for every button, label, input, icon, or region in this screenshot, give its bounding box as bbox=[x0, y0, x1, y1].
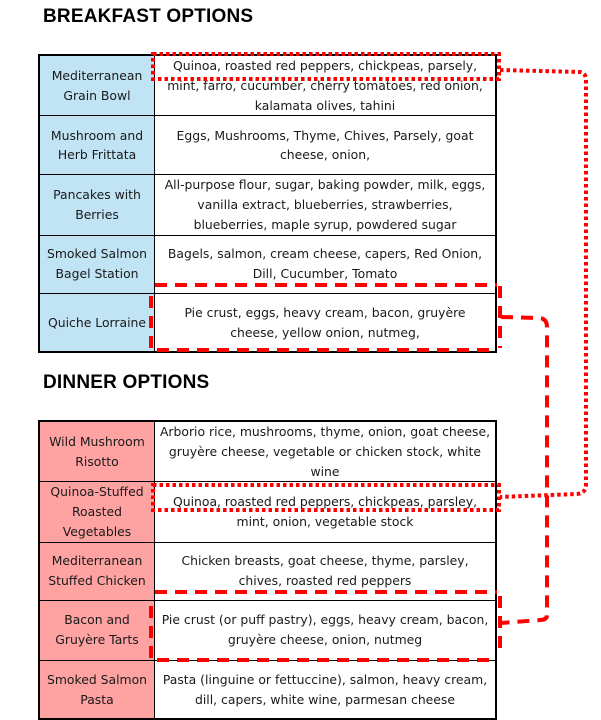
dish-name: Smoked Salmon Bagel Station bbox=[39, 235, 155, 293]
ingredients-cell: Arborio rice, mushrooms, thyme, onion, goat cheese, gruyère cheese, vegetable or chicken stock, white wine bbox=[155, 421, 497, 482]
dotted-connector-line bbox=[500, 70, 586, 497]
table-row bbox=[39, 421, 496, 482]
dish-name: Bacon and Gruyère Tarts bbox=[39, 600, 155, 660]
dish-name: Quinoa-Stuffed Roasted Vegetables bbox=[39, 482, 155, 542]
dashed-connector-line bbox=[501, 317, 547, 623]
table-row bbox=[39, 55, 496, 116]
dinner-table bbox=[38, 420, 497, 720]
ingredients-cell: All-purpose flour, sugar, baking powder, milk, eggs, vanilla extract, blueberries, strawberries, blueberries, maple syrup, powdered sugar bbox=[155, 175, 497, 235]
table-row bbox=[39, 293, 496, 352]
ingredients-cell: Pasta (linguine or fettuccine), salmon, heavy cream, dill, capers, white wine, parmesan cheese bbox=[155, 660, 497, 719]
ingredients-cell: Quinoa, roasted red peppers, chickpeas, parsely, mint, farro, cucumber, cherry tomatoes, red onion, kalamata olives, tahini bbox=[155, 55, 497, 116]
ingredients-cell: Bagels, salmon, cream cheese, capers, Red Onion, Dill, Cucumber, Tomato bbox=[155, 235, 497, 293]
table-row bbox=[39, 482, 496, 542]
ingredients-cell: Eggs, Mushrooms, Thyme, Chives, Parsely, goat cheese, onion, bbox=[155, 116, 497, 175]
table-row bbox=[39, 600, 496, 660]
table-row bbox=[39, 660, 496, 719]
breakfast-table bbox=[38, 54, 497, 353]
dish-name: Wild Mushroom Risotto bbox=[39, 421, 155, 482]
dish-name: Mushroom and Herb Frittata bbox=[39, 116, 155, 175]
ingredients-cell: Chicken breasts, goat cheese, thyme, parsley, chives, roasted red peppers bbox=[155, 542, 497, 600]
table-row bbox=[39, 175, 496, 235]
dinner-section-title: DINNER OPTIONS bbox=[43, 372, 210, 393]
ingredients-cell: Pie crust, eggs, heavy cream, bacon, gruyère cheese, yellow onion, nutmeg, bbox=[155, 293, 497, 352]
dish-name: Smoked Salmon Pasta bbox=[39, 660, 155, 719]
ingredients-cell: Quinoa, roasted red peppers, chickpeas, parsley, mint, onion, vegetable stock bbox=[155, 482, 497, 542]
ingredients-cell: Pie crust (or puff pastry), eggs, heavy cream, bacon, gruyère cheese, onion, nutmeg bbox=[155, 600, 497, 660]
table-row bbox=[39, 235, 496, 293]
table-row bbox=[39, 116, 496, 175]
dish-name: Pancakes with Berries bbox=[39, 175, 155, 235]
dish-name: Mediterranean Grain Bowl bbox=[39, 55, 155, 116]
dish-name: Quiche Lorraine bbox=[39, 293, 155, 352]
table-row bbox=[39, 542, 496, 600]
breakfast-section-title: BREAKFAST OPTIONS bbox=[43, 6, 254, 27]
dish-name: Mediterranean Stuffed Chicken bbox=[39, 542, 155, 600]
